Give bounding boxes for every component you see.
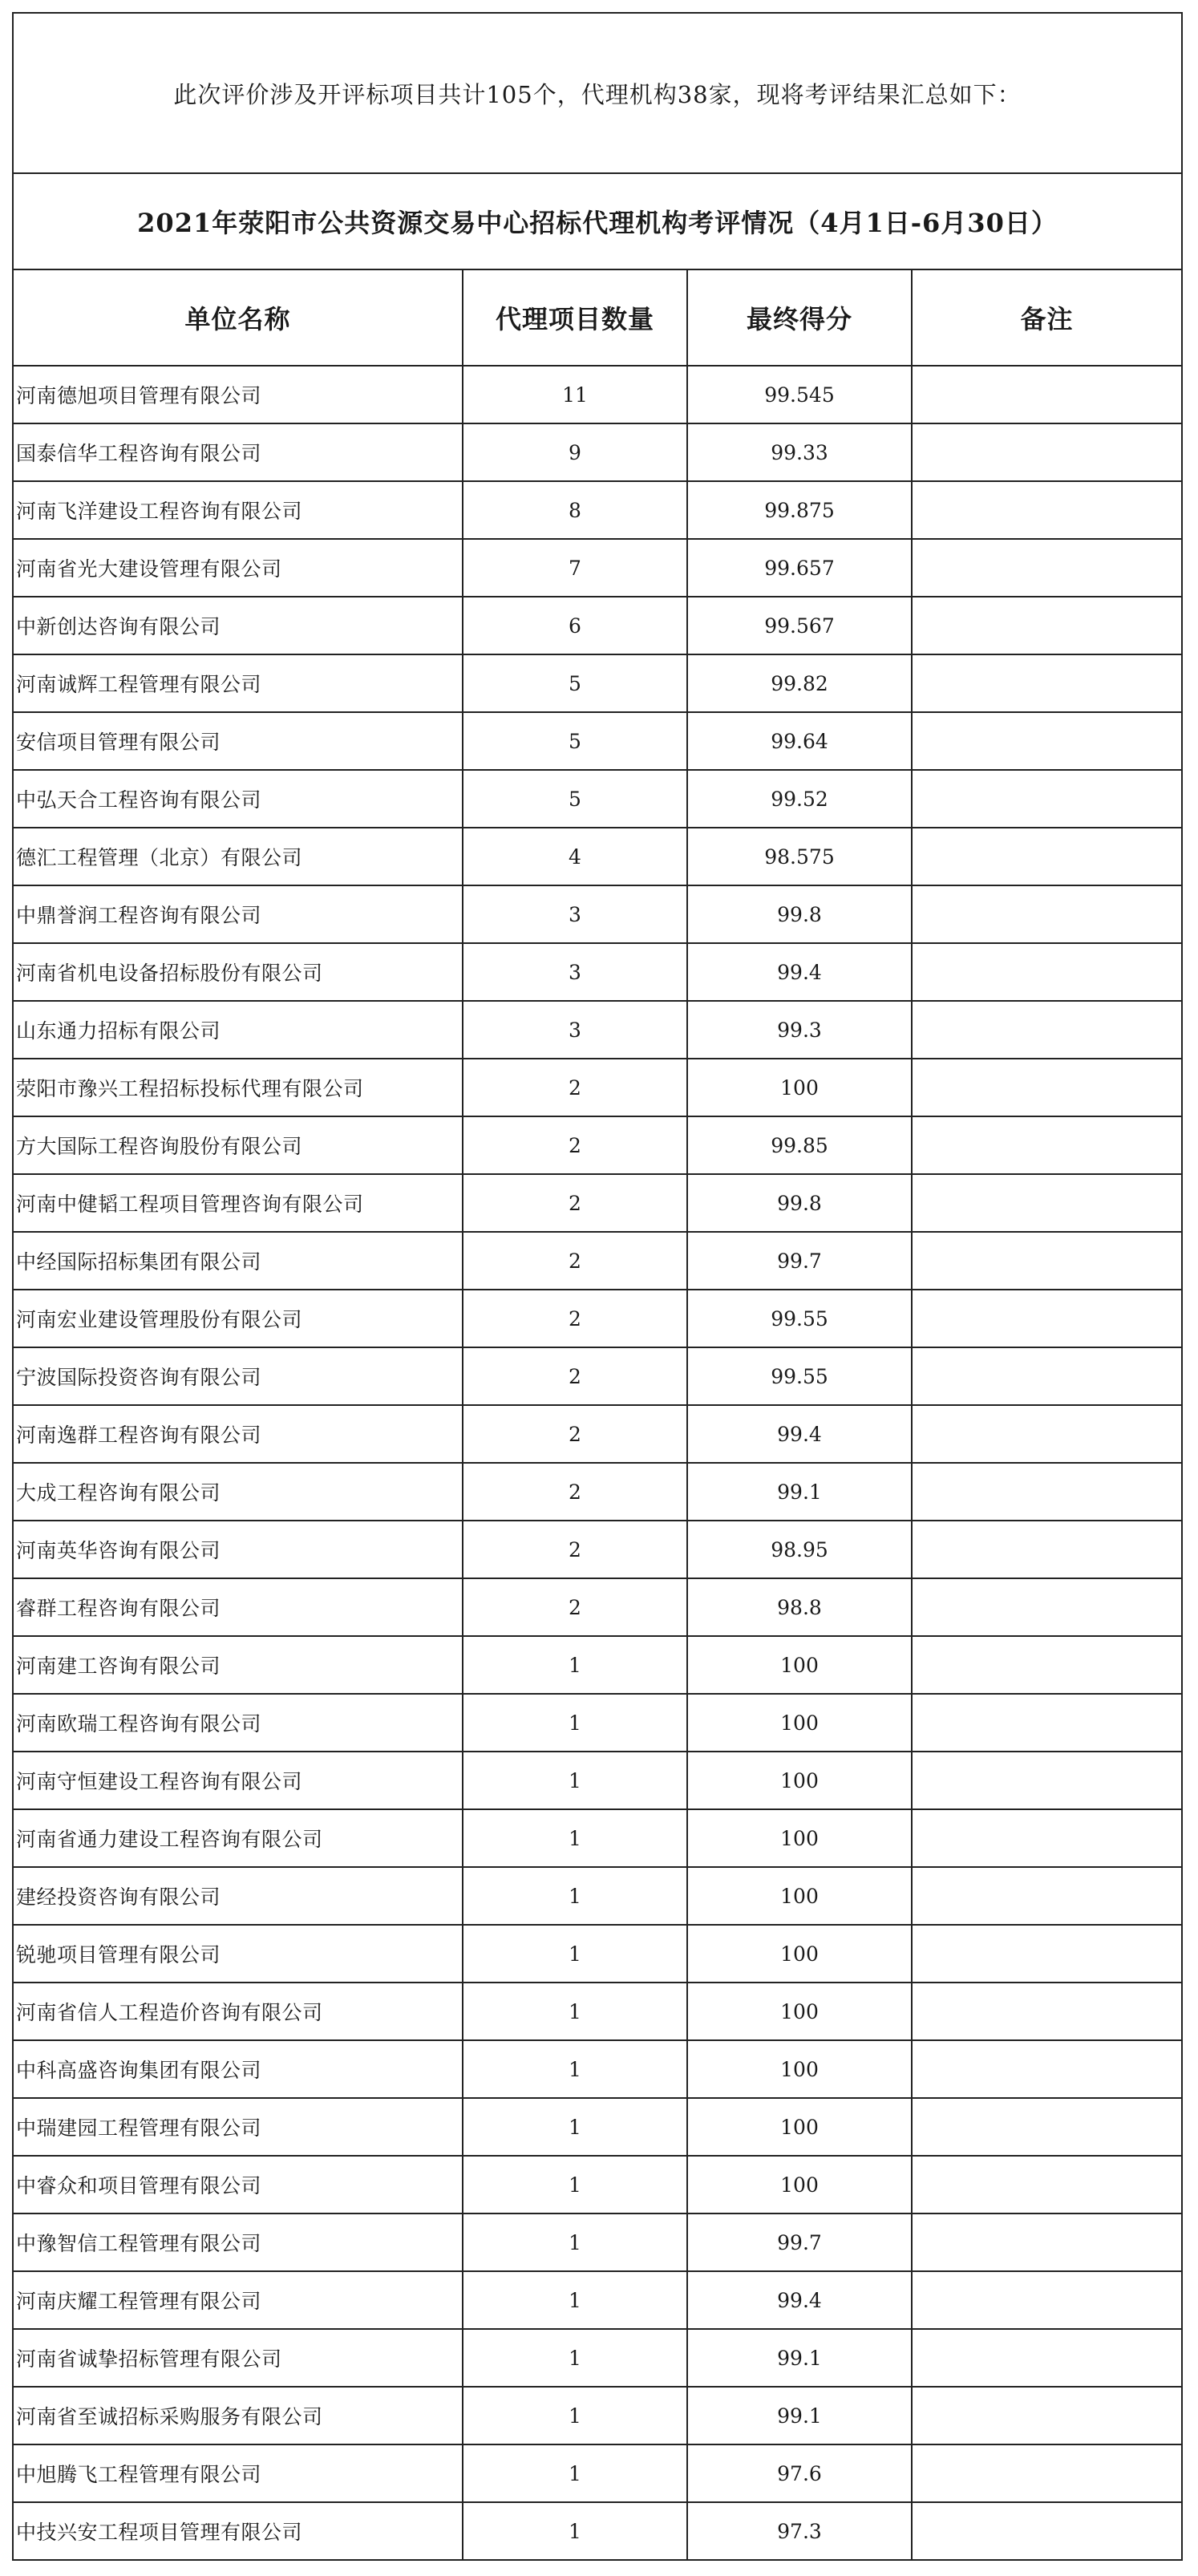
cell-unit-name: 河南省至诚招标采购服务有限公司: [14, 2387, 463, 2444]
table-row: [14, 2213, 1181, 2271]
cell-final-score: 99.3: [687, 1001, 912, 1059]
cell-final-score: 99.875: [687, 481, 912, 539]
cell-final-score: 97.3: [687, 2502, 912, 2560]
cell-remarks: [912, 366, 1181, 423]
cell-project-count: 2: [463, 1578, 687, 1636]
cell-remarks: [912, 885, 1181, 943]
cell-remarks: [912, 1290, 1181, 1347]
cell-final-score: 99.85: [687, 1116, 912, 1174]
cell-unit-name: 中新创达咨询有限公司: [14, 597, 463, 654]
cell-remarks: [912, 1116, 1181, 1174]
cell-project-count: 3: [463, 943, 687, 1001]
cell-unit-name: 河南省光大建设管理有限公司: [14, 539, 463, 597]
table-row: [14, 712, 1181, 770]
table-row: [14, 1405, 1181, 1463]
cell-remarks: [912, 1405, 1181, 1463]
cell-final-score: 99.55: [687, 1347, 912, 1405]
cell-remarks: [912, 2444, 1181, 2502]
header-row: [14, 270, 1181, 366]
table-row: [14, 654, 1181, 712]
cell-remarks: [912, 1001, 1181, 1059]
cell-project-count: 1: [463, 1925, 687, 1983]
cell-final-score: 99.4: [687, 943, 912, 1001]
cell-unit-name: 河南中健韬工程项目管理咨询有限公司: [14, 1174, 463, 1232]
cell-final-score: 99.4: [687, 2271, 912, 2329]
cell-remarks: [912, 2040, 1181, 2098]
table-row: [14, 828, 1181, 885]
table-row: [14, 1694, 1181, 1752]
cell-unit-name: 锐驰项目管理有限公司: [14, 1925, 463, 1983]
cell-remarks: [912, 1521, 1181, 1578]
cell-project-count: 1: [463, 1983, 687, 2040]
cell-final-score: 99.4: [687, 1405, 912, 1463]
cell-remarks: [912, 1752, 1181, 1809]
cell-project-count: 9: [463, 423, 687, 481]
cell-final-score: 99.567: [687, 597, 912, 654]
cell-project-count: 11: [463, 366, 687, 423]
table-row: [14, 1867, 1181, 1925]
cell-final-score: 99.657: [687, 539, 912, 597]
cell-unit-name: 河南庆耀工程管理有限公司: [14, 2271, 463, 2329]
table-row: [14, 1925, 1181, 1983]
cell-final-score: 100: [687, 1059, 912, 1116]
cell-project-count: 1: [463, 1752, 687, 1809]
cell-project-count: 1: [463, 2098, 687, 2156]
cell-project-count: 6: [463, 597, 687, 654]
cell-final-score: 99.55: [687, 1290, 912, 1347]
header-final-score: 最终得分: [687, 270, 912, 366]
cell-unit-name: 中睿众和项目管理有限公司: [14, 2156, 463, 2213]
table-row: [14, 2444, 1181, 2502]
cell-project-count: 8: [463, 481, 687, 539]
cell-final-score: 98.8: [687, 1578, 912, 1636]
cell-remarks: [912, 2387, 1181, 2444]
cell-remarks: [912, 1347, 1181, 1405]
cell-unit-name: 中技兴安工程项目管理有限公司: [14, 2502, 463, 2560]
cell-final-score: 99.82: [687, 654, 912, 712]
table-row: [14, 597, 1181, 654]
cell-unit-name: 中旭腾飞工程管理有限公司: [14, 2444, 463, 2502]
cell-unit-name: 大成工程咨询有限公司: [14, 1463, 463, 1521]
cell-project-count: 5: [463, 712, 687, 770]
cell-unit-name: 建经投资咨询有限公司: [14, 1867, 463, 1925]
cell-project-count: 1: [463, 2213, 687, 2271]
cell-project-count: 1: [463, 2271, 687, 2329]
cell-remarks: [912, 1809, 1181, 1867]
cell-final-score: 100: [687, 1694, 912, 1752]
cell-final-score: 99.1: [687, 2329, 912, 2387]
cell-unit-name: 河南德旭项目管理有限公司: [14, 366, 463, 423]
cell-remarks: [912, 712, 1181, 770]
cell-final-score: 100: [687, 1983, 912, 2040]
cell-unit-name: 河南宏业建设管理股份有限公司: [14, 1290, 463, 1347]
cell-remarks: [912, 1232, 1181, 1290]
cell-unit-name: 德汇工程管理（北京）有限公司: [14, 828, 463, 885]
cell-remarks: [912, 828, 1181, 885]
cell-remarks: [912, 770, 1181, 828]
cell-project-count: 2: [463, 1116, 687, 1174]
cell-final-score: 99.8: [687, 885, 912, 943]
cell-project-count: 1: [463, 2156, 687, 2213]
cell-final-score: 99.64: [687, 712, 912, 770]
cell-unit-name: 中豫智信工程管理有限公司: [14, 2213, 463, 2271]
cell-final-score: 100: [687, 1636, 912, 1694]
cell-unit-name: 中鼎誉润工程咨询有限公司: [14, 885, 463, 943]
intro-text: 此次评价涉及开评标项目共计105个，代理机构38家，现将考评结果汇总如下：: [14, 14, 1181, 174]
results-table: [14, 270, 1181, 2561]
table-body: [14, 366, 1181, 2560]
cell-unit-name: 河南省通力建设工程咨询有限公司: [14, 1809, 463, 1867]
table-row: [14, 1059, 1181, 1116]
table-row: [14, 2156, 1181, 2213]
cell-unit-name: 河南省机电设备招标股份有限公司: [14, 943, 463, 1001]
cell-unit-name: 山东通力招标有限公司: [14, 1001, 463, 1059]
cell-project-count: 2: [463, 1463, 687, 1521]
cell-final-score: 98.95: [687, 1521, 912, 1578]
cell-remarks: [912, 597, 1181, 654]
table-row: [14, 1983, 1181, 2040]
cell-remarks: [912, 1694, 1181, 1752]
cell-unit-name: 河南英华咨询有限公司: [14, 1521, 463, 1578]
cell-unit-name: 睿群工程咨询有限公司: [14, 1578, 463, 1636]
cell-unit-name: 河南欧瑞工程咨询有限公司: [14, 1694, 463, 1752]
cell-project-count: 1: [463, 1867, 687, 1925]
table-row: [14, 1116, 1181, 1174]
cell-final-score: 100: [687, 1925, 912, 1983]
table-row: [14, 885, 1181, 943]
cell-final-score: 99.545: [687, 366, 912, 423]
cell-project-count: 1: [463, 2387, 687, 2444]
cell-unit-name: 河南建工咨询有限公司: [14, 1636, 463, 1694]
cell-final-score: 97.6: [687, 2444, 912, 2502]
cell-remarks: [912, 1983, 1181, 2040]
table-row: [14, 539, 1181, 597]
cell-final-score: 100: [687, 1867, 912, 1925]
table-row: [14, 1463, 1181, 1521]
table-row: [14, 1290, 1181, 1347]
table-row: [14, 2271, 1181, 2329]
cell-unit-name: 河南省信人工程造价咨询有限公司: [14, 1983, 463, 2040]
cell-unit-name: 荥阳市豫兴工程招标投标代理有限公司: [14, 1059, 463, 1116]
cell-final-score: 99.33: [687, 423, 912, 481]
cell-remarks: [912, 1059, 1181, 1116]
cell-project-count: 3: [463, 1001, 687, 1059]
cell-unit-name: 方大国际工程咨询股份有限公司: [14, 1116, 463, 1174]
cell-project-count: 5: [463, 770, 687, 828]
cell-final-score: 99.8: [687, 1174, 912, 1232]
table-row: [14, 1347, 1181, 1405]
table-row: [14, 1636, 1181, 1694]
cell-project-count: 2: [463, 1232, 687, 1290]
cell-final-score: 100: [687, 2040, 912, 2098]
table-row: [14, 1809, 1181, 1867]
cell-unit-name: 宁波国际投资咨询有限公司: [14, 1347, 463, 1405]
header-unit-name: 单位名称: [14, 270, 463, 366]
cell-project-count: 1: [463, 2502, 687, 2560]
table-row: [14, 366, 1181, 423]
cell-project-count: 3: [463, 885, 687, 943]
cell-remarks: [912, 481, 1181, 539]
cell-remarks: [912, 423, 1181, 481]
cell-unit-name: 安信项目管理有限公司: [14, 712, 463, 770]
cell-project-count: 2: [463, 1174, 687, 1232]
table-row: [14, 770, 1181, 828]
cell-remarks: [912, 1578, 1181, 1636]
cell-remarks: [912, 943, 1181, 1001]
cell-unit-name: 河南省诚挚招标管理有限公司: [14, 2329, 463, 2387]
cell-project-count: 5: [463, 654, 687, 712]
cell-unit-name: 中科高盛咨询集团有限公司: [14, 2040, 463, 2098]
cell-unit-name: 河南飞洋建设工程咨询有限公司: [14, 481, 463, 539]
cell-final-score: 100: [687, 1809, 912, 1867]
cell-remarks: [912, 2213, 1181, 2271]
cell-remarks: [912, 2271, 1181, 2329]
table-row: [14, 1174, 1181, 1232]
cell-unit-name: 河南诚辉工程管理有限公司: [14, 654, 463, 712]
table-row: [14, 943, 1181, 1001]
cell-project-count: 1: [463, 1636, 687, 1694]
cell-project-count: 1: [463, 2444, 687, 2502]
cell-final-score: 99.7: [687, 1232, 912, 1290]
cell-project-count: 2: [463, 1290, 687, 1347]
cell-project-count: 2: [463, 1059, 687, 1116]
table-title: 2021年荥阳市公共资源交易中心招标代理机构考评情况（4月1日-6月30日）: [14, 174, 1181, 270]
cell-project-count: 2: [463, 1521, 687, 1578]
cell-final-score: 100: [687, 2156, 912, 2213]
table-row: [14, 2502, 1181, 2560]
table-row: [14, 2329, 1181, 2387]
evaluation-sheet: [12, 12, 1183, 2561]
table-row: [14, 481, 1181, 539]
cell-remarks: [912, 2156, 1181, 2213]
cell-final-score: 99.52: [687, 770, 912, 828]
cell-project-count: 1: [463, 2329, 687, 2387]
cell-final-score: 99.1: [687, 2387, 912, 2444]
table-row: [14, 1578, 1181, 1636]
cell-unit-name: 河南逸群工程咨询有限公司: [14, 1405, 463, 1463]
cell-project-count: 2: [463, 1347, 687, 1405]
cell-unit-name: 中瑞建园工程管理有限公司: [14, 2098, 463, 2156]
cell-project-count: 1: [463, 1694, 687, 1752]
cell-unit-name: 国泰信华工程咨询有限公司: [14, 423, 463, 481]
header-remarks: 备注: [912, 270, 1181, 366]
table-row: [14, 1752, 1181, 1809]
cell-unit-name: 中弘天合工程咨询有限公司: [14, 770, 463, 828]
table-row: [14, 1521, 1181, 1578]
table-row: [14, 1232, 1181, 1290]
cell-final-score: 100: [687, 1752, 912, 1809]
cell-unit-name: 中经国际招标集团有限公司: [14, 1232, 463, 1290]
cell-remarks: [912, 1636, 1181, 1694]
cell-remarks: [912, 539, 1181, 597]
cell-project-count: 1: [463, 1809, 687, 1867]
cell-unit-name: 河南守恒建设工程咨询有限公司: [14, 1752, 463, 1809]
cell-project-count: 7: [463, 539, 687, 597]
cell-project-count: 4: [463, 828, 687, 885]
cell-final-score: 100: [687, 2098, 912, 2156]
cell-remarks: [912, 1174, 1181, 1232]
table-row: [14, 423, 1181, 481]
cell-project-count: 2: [463, 1405, 687, 1463]
cell-remarks: [912, 1463, 1181, 1521]
cell-remarks: [912, 2098, 1181, 2156]
cell-final-score: 99.7: [687, 2213, 912, 2271]
cell-project-count: 1: [463, 2040, 687, 2098]
table-row: [14, 2387, 1181, 2444]
cell-remarks: [912, 1925, 1181, 1983]
cell-remarks: [912, 654, 1181, 712]
cell-remarks: [912, 2502, 1181, 2560]
cell-final-score: 98.575: [687, 828, 912, 885]
cell-final-score: 99.1: [687, 1463, 912, 1521]
table-row: [14, 1001, 1181, 1059]
header-project-count: 代理项目数量: [463, 270, 687, 366]
cell-remarks: [912, 1867, 1181, 1925]
table-row: [14, 2098, 1181, 2156]
table-row: [14, 2040, 1181, 2098]
cell-remarks: [912, 2329, 1181, 2387]
